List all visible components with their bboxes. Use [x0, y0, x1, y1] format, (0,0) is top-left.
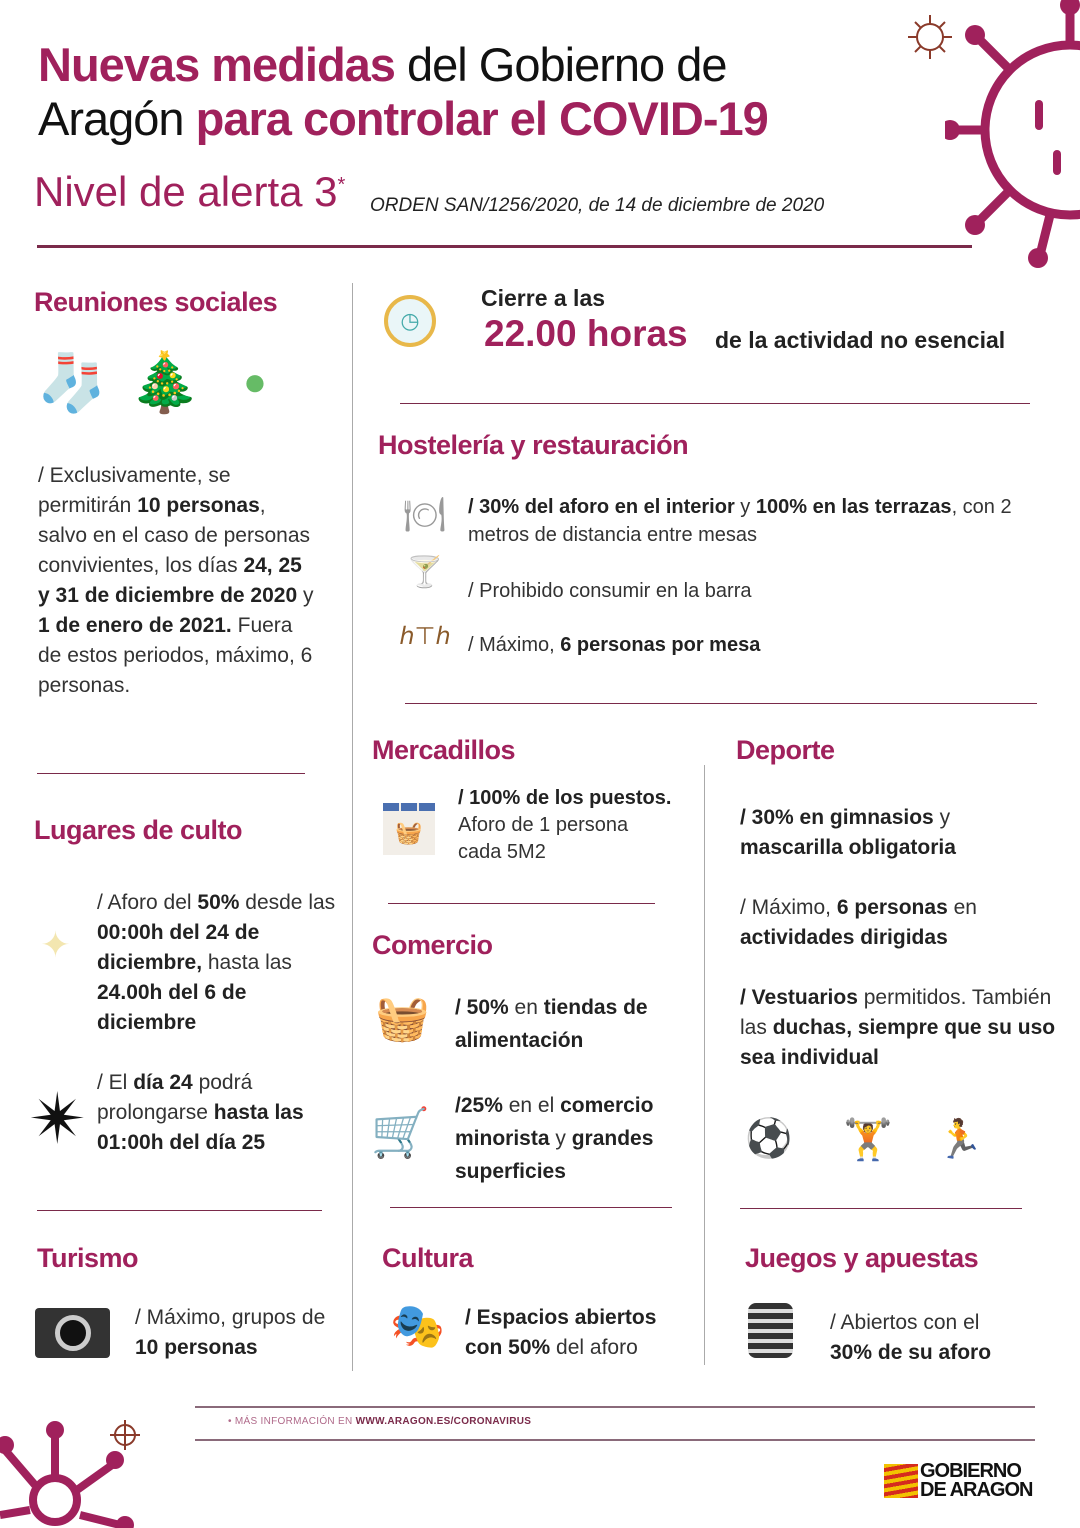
divider — [405, 703, 1037, 704]
camera-icon — [35, 1308, 110, 1358]
cocktail-icon: 🍸 — [406, 556, 444, 589]
text-segment: podrá prolongarse — [97, 1071, 253, 1124]
text-segment: duchas, siempre que su uso sea individual — [740, 1016, 1056, 1069]
text-segment: del Gobierno de — [394, 38, 727, 91]
cultura-text — [465, 1303, 695, 1363]
text-segment: / El — [97, 1071, 134, 1094]
footer-divider-bottom — [195, 1439, 1035, 1441]
reuniones-title: Reuniones sociales — [34, 287, 278, 317]
more-info-prefix: • MÁS INFORMACIÓN EN — [228, 1416, 356, 1427]
text-segment: en — [508, 996, 544, 1019]
shopping-cart-icon: 🛒 — [370, 1107, 431, 1160]
virus-icon-bottom — [0, 1405, 150, 1528]
text-segment: Nuevas medidas — [38, 38, 395, 91]
turismo-text — [135, 1303, 335, 1363]
header-divider — [37, 245, 972, 248]
market-stall-icon: 🧺 — [383, 803, 435, 855]
text-segment: 24, 25 y 31 de diciembre de 2020 — [38, 554, 302, 607]
deporte-title: Deporte — [736, 735, 835, 765]
stocking-icon: 🧦 — [37, 350, 107, 414]
more-info — [228, 1416, 531, 1427]
divider — [400, 403, 1030, 404]
text-segment: 6 personas — [836, 896, 948, 919]
deporte-item-2 — [740, 893, 1050, 953]
text-segment: / Abiertos con el — [830, 1311, 980, 1334]
comercio-item-1 — [455, 991, 695, 1057]
more-info-link[interactable]: WWW.ARAGON.ES/CORONAVIRUS — [355, 1416, 532, 1427]
text-segment: 10 personas — [137, 494, 260, 517]
text-segment: 50% — [197, 891, 240, 914]
alert-asterisk: * — [337, 174, 346, 196]
juegos-title: Juegos y apuestas — [745, 1243, 979, 1273]
weightlifter-icon: 🏋 — [843, 1118, 893, 1162]
text-segment: / 100% de los puestos. — [458, 787, 672, 809]
hosteleria-item-3 — [468, 630, 1028, 660]
hosteleria-item-2 — [468, 576, 1028, 606]
virus-icon-small — [905, 12, 955, 62]
star-icon: ✴ — [28, 1080, 88, 1158]
virus-icon-large — [945, 0, 1080, 270]
table-chairs-icon: ℎ⊤ℎ — [399, 622, 451, 650]
culto-title: Lugares de culto — [34, 815, 243, 845]
divider — [390, 1207, 672, 1208]
text-segment: 30% de su aforo — [830, 1341, 992, 1364]
aragon-flag-icon — [884, 1464, 918, 1498]
column-divider-1 — [352, 283, 353, 1371]
text-segment: y — [734, 496, 756, 518]
alert-level-text: Nivel de alerta 3 — [34, 168, 338, 215]
deporte-item-3 — [740, 983, 1060, 1073]
mercadillos-title: Mercadillos — [372, 735, 516, 765]
text-segment: 00:00h del 24 de diciembre, — [97, 921, 260, 974]
divider — [740, 1208, 1022, 1209]
text-segment: del aforo — [550, 1336, 638, 1359]
text-segment: hasta las — [202, 951, 292, 974]
text-segment: / 30% en gimnasios — [740, 806, 934, 829]
cierre-time: 22.00 horas — [484, 313, 688, 354]
title-line-2 — [38, 92, 768, 146]
divider — [388, 903, 655, 904]
text-segment: Aragón — [38, 92, 196, 145]
culto-text-2 — [97, 1068, 337, 1158]
cierre-label: Cierre a las — [481, 285, 606, 311]
text-segment: / 30% del aforo en el interior — [468, 496, 735, 518]
text-segment: 24.00h del 6 de diciembre — [97, 981, 247, 1034]
cloche-icon: 🍽 — [402, 495, 447, 534]
text-segment: y — [933, 806, 951, 829]
text-segment: desde las — [239, 891, 336, 914]
text-segment: / Espacios abiertos con 50% — [465, 1306, 657, 1359]
text-segment: permitidos. También las — [740, 986, 1052, 1039]
text-segment: hasta las 01:00h del día 25 — [97, 1101, 304, 1154]
title-line-1 — [38, 38, 768, 92]
cierre-suffix: de la actividad no esencial — [715, 327, 1006, 353]
deporte-item-1 — [740, 803, 1050, 863]
text-segment: 1 de enero de 2021. — [38, 614, 232, 637]
text-segment: , con 2 metros de distancia entre mesas — [468, 496, 1012, 546]
grocery-basket-icon: 🧺 — [375, 993, 430, 1043]
reuniones-text — [38, 461, 318, 701]
divider — [37, 1210, 322, 1211]
text-segment: / Máximo, — [468, 634, 561, 656]
casino-chips-icon — [748, 1303, 793, 1358]
text-segment: Aforo de 1 persona cada 5M2 — [458, 814, 629, 863]
cultura-title: Cultura — [382, 1243, 473, 1273]
logo-line-1: GOBIERNO — [920, 1460, 1021, 1482]
sparkle-icon: ✦ — [40, 924, 71, 965]
text-segment: comercio minorista — [455, 1094, 654, 1150]
text-segment: / Prohibido consumir en la barra — [468, 580, 752, 602]
hosteleria-item-1 — [468, 493, 1038, 549]
text-segment: en el — [502, 1094, 561, 1117]
mercadillos-text — [458, 785, 673, 866]
christmas-tree-icon: 🎄 — [128, 349, 202, 415]
text-segment: , salvo en el caso de personas convivientes, los días — [38, 494, 311, 577]
text-segment: Fuera de estos periodos, máximo, 6 personas. — [38, 614, 313, 697]
text-segment: / Vestuarios — [740, 986, 858, 1009]
culto-text-1 — [97, 888, 347, 1038]
comercio-title: Comercio — [372, 930, 493, 960]
text-segment: actividades dirigidas — [740, 926, 948, 949]
text-segment: grandes superficies — [455, 1127, 654, 1183]
column-divider-2 — [704, 765, 705, 1365]
text-segment: día 24 — [133, 1071, 193, 1094]
text-segment: / Aforo del — [97, 891, 198, 914]
hosteleria-title: Hostelería y restauración — [378, 430, 689, 460]
text-segment: 6 personas por mesa — [560, 634, 761, 656]
ornaments-icon: ● — [242, 360, 268, 404]
text-segment: /25% — [455, 1094, 503, 1117]
alert-level — [34, 168, 345, 216]
alarm-clock-icon: ◷ — [380, 285, 440, 357]
runner-icon: 🏃 — [936, 1119, 984, 1161]
text-segment: / Máximo, grupos de — [135, 1306, 326, 1329]
text-segment: / 50% — [455, 996, 509, 1019]
soccer-ball-icon: ⚽ — [745, 1118, 793, 1160]
text-segment: / Máximo, — [740, 896, 837, 919]
text-segment: para controlar el COVID-19 — [195, 92, 768, 145]
comercio-item-2 — [455, 1089, 695, 1188]
text-segment: tiendas de alimentación — [455, 996, 648, 1052]
footer-divider-top — [195, 1406, 1035, 1408]
text-segment: y — [297, 584, 314, 607]
turismo-title: Turismo — [37, 1243, 139, 1273]
order-reference: ORDEN SAN/1256/2020, de 14 de diciembre de 2020 — [370, 195, 825, 216]
logo-line-2: DE ARAGON — [920, 1479, 1033, 1501]
gobierno-aragon-logo — [884, 1462, 1032, 1500]
text-segment: mascarilla obligatoria — [740, 836, 956, 859]
page-title — [38, 38, 768, 146]
text-segment: en — [947, 896, 977, 919]
text-segment: 100% en las terrazas — [755, 496, 952, 518]
text-segment: / Exclusivamente, se permitirán — [38, 464, 231, 517]
text-segment: 10 personas — [135, 1336, 258, 1359]
text-segment: y — [549, 1127, 572, 1150]
juegos-text — [830, 1308, 1020, 1368]
theater-masks-icon: 🎭 — [390, 1301, 445, 1351]
divider — [37, 773, 305, 774]
